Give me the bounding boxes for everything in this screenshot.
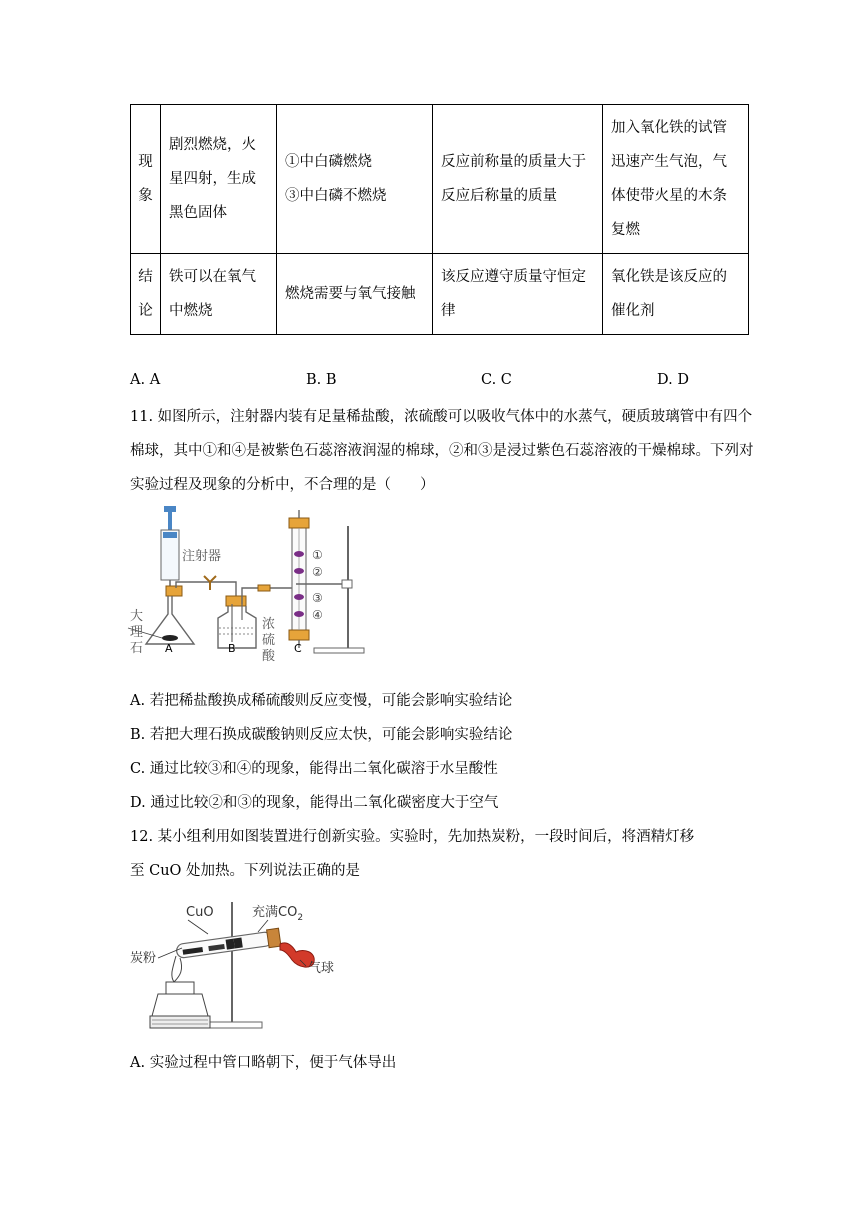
- table-cell: 燃烧需要与氧气接触: [277, 254, 433, 335]
- option-c[interactable]: C. C: [481, 372, 512, 388]
- row-header-phenomenon: [131, 105, 161, 254]
- q11-option-b[interactable]: B. 若把大理石换成碳酸钠则反应太快，可能会影响实验结论: [130, 727, 513, 743]
- cuo-label: CuO: [186, 905, 214, 920]
- q12-option-a[interactable]: A. 实验过程中管口略朝下，便于气体导出: [130, 1055, 397, 1071]
- stopper-c-bottom: [289, 630, 309, 640]
- table-row-conclusion: [131, 254, 749, 335]
- row-header-text: 现 象: [138, 154, 153, 204]
- table-cell: 反应前称量的质量大于反应后称量的质量: [433, 105, 603, 254]
- carbon-label: 炭粉: [130, 951, 157, 966]
- row-header-text: 结 论: [138, 269, 153, 319]
- syringe-piston: [163, 532, 177, 538]
- q12-stem-line2: 至 CuO 处加热。下列说法正确的是: [130, 863, 361, 879]
- q11-option-d[interactable]: D. 通过比较②和③的现象，能得出二氧化碳密度大于空气: [130, 795, 499, 811]
- alcohol-lamp: [152, 994, 208, 1016]
- table-cell: 加入氧化铁的试管迅速产生气泡，气体使带火星的木条复燃: [603, 105, 749, 254]
- q12-apparatus-figure: [128, 896, 348, 1032]
- table-cell: ①中白磷燃烧 ③中白磷不燃烧: [277, 105, 433, 254]
- experiment-table: [130, 104, 749, 335]
- stopper-a: [166, 586, 182, 596]
- cotton-ball-3: [294, 594, 304, 600]
- marble-label-1: 大: [130, 609, 144, 624]
- option-d[interactable]: D. D: [657, 372, 689, 388]
- ball-1-label: ①: [312, 548, 323, 562]
- option-a[interactable]: A. A: [130, 372, 161, 388]
- label-c: C: [294, 642, 302, 655]
- cotton-ball-4: [294, 611, 304, 617]
- q11-option-a[interactable]: A. 若把稀盐酸换成稀硫酸则反应变慢，可能会影响实验结论: [130, 693, 513, 709]
- table-cell: 该反应遵守质量守恒定律: [433, 254, 603, 335]
- stopper: [267, 928, 281, 947]
- co2-subscript: 2: [297, 913, 304, 923]
- label-a: A: [165, 642, 173, 655]
- table-cell: 氧化铁是该反应的催化剂: [603, 254, 749, 335]
- co2-label-text: 充满CO: [252, 905, 298, 920]
- cotton-ball-2: [294, 568, 304, 574]
- q11-apparatus-figure: [128, 504, 368, 664]
- row-header-conclusion: [131, 254, 161, 335]
- acid-label-2: 硫: [262, 633, 276, 648]
- ball-4-label: ④: [312, 608, 323, 622]
- label-b: B: [228, 642, 236, 655]
- marble-chips: [162, 635, 178, 641]
- acid-label-1: 浓: [262, 617, 276, 632]
- table-cell: 剧烈燃烧，火星四射，生成黑色固体: [161, 105, 277, 254]
- q12-stem-line1: 12. 某小组利用如图装置进行创新实验。实验时，先加热炭粉，一段时间后，将酒精灯移: [130, 829, 695, 845]
- co2-label: [252, 904, 303, 923]
- ball-2-label: ②: [312, 565, 323, 579]
- acid-label-3: 酸: [262, 649, 276, 664]
- lamp-wire-mesh: [166, 982, 194, 994]
- balloon-label: 气球: [308, 961, 335, 976]
- marble-label-3: 石: [130, 641, 144, 656]
- q11-stem: 11. 如图所示，注射器内装有足量稀盐酸，浓硫酸可以吸收气体中的水蒸气，硬质玻璃管中有四个棉球，其中①和④是被紫色石蕊溶液润湿的棉球，②和③是浸过紫色石蕊溶液的干燥棉球。下列对实验过程及现象的分析中，不合理的是（ ）: [130, 409, 754, 493]
- marble-label-2: 理: [130, 625, 144, 640]
- option-b[interactable]: B. B: [306, 372, 337, 388]
- q10-options: [130, 372, 750, 396]
- syringe-plunger-head: [164, 506, 176, 512]
- clamp-icon: [204, 576, 216, 590]
- stopper-b: [226, 596, 246, 606]
- bottle-b: [218, 606, 256, 648]
- q11-option-c[interactable]: C. 通过比较③和④的现象，能得出二氧化碳溶于水呈酸性: [130, 761, 498, 777]
- lamp-flame: [172, 956, 182, 982]
- stand-base: [314, 648, 364, 653]
- table-row-phenomenon: [131, 105, 749, 254]
- syringe-plunger-rod: [168, 512, 172, 530]
- ball-3-label: ③: [312, 591, 323, 605]
- stopper-c-top: [289, 518, 309, 528]
- cotton-ball-1: [294, 551, 304, 557]
- table-cell: 铁可以在氧气中燃烧: [161, 254, 277, 335]
- syringe-label: 注射器: [182, 549, 222, 564]
- wood-block: [150, 1016, 210, 1028]
